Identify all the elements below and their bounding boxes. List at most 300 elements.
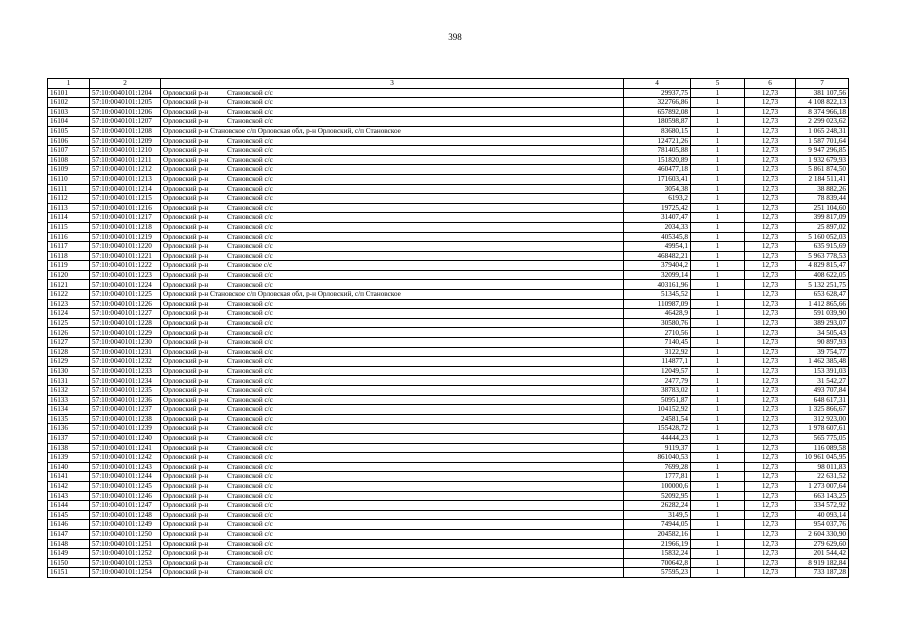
row-number: 16141 xyxy=(48,472,90,482)
cost-value: 22 631,52 xyxy=(796,472,849,482)
row-number: 16144 xyxy=(48,501,90,511)
row-number: 16116 xyxy=(48,232,90,242)
rate-value: 12,73 xyxy=(745,414,796,424)
table-body xyxy=(48,88,849,577)
cadastral-number: 57:10:0040101:1216 xyxy=(90,203,161,213)
cadastral-number: 57:10:0040101:1213 xyxy=(90,174,161,184)
cadastral-number: 57:10:0040101:1254 xyxy=(90,568,161,578)
quantity-value: 1 xyxy=(691,357,745,367)
table-row xyxy=(48,357,849,367)
table-row xyxy=(48,510,849,520)
locality-label: Становской с/с xyxy=(227,328,273,337)
row-number: 16138 xyxy=(48,443,90,453)
table-row xyxy=(48,232,849,242)
row-number: 16146 xyxy=(48,520,90,530)
rate-value: 12,73 xyxy=(745,539,796,549)
quantity-value: 1 xyxy=(691,280,745,290)
area-value: 2034,33 xyxy=(624,222,691,232)
cadastral-number: 57:10:0040101:1246 xyxy=(90,491,161,501)
area-value: 32099,14 xyxy=(624,270,691,280)
cost-value: 635 915,69 xyxy=(796,242,849,252)
cost-value: 9 947 296,85 xyxy=(796,146,849,156)
location-cell xyxy=(161,568,624,578)
quantity-value: 1 xyxy=(691,309,745,319)
cadastral-number: 57:10:0040101:1250 xyxy=(90,529,161,539)
quantity-value: 1 xyxy=(691,290,745,300)
quantity-value: 1 xyxy=(691,386,745,396)
cost-value: 389 293,07 xyxy=(796,318,849,328)
row-number: 16115 xyxy=(48,222,90,232)
region-label: Орловский р-н xyxy=(163,261,209,270)
area-value: 6193,2 xyxy=(624,194,691,204)
cadastral-number: 57:10:0040101:1228 xyxy=(90,318,161,328)
locality-label: Становской с/с xyxy=(227,491,273,500)
locality-label: Становской с/с xyxy=(227,472,273,481)
table-row xyxy=(48,443,849,453)
rate-value: 12,73 xyxy=(745,338,796,348)
rate-value: 12,73 xyxy=(745,318,796,328)
locality-label: Становской с/с xyxy=(227,434,273,443)
location-cell xyxy=(161,338,624,348)
cadastral-number: 57:10:0040101:1219 xyxy=(90,232,161,242)
locality-label: Становской с/с xyxy=(227,165,273,174)
cost-value: 40 093,14 xyxy=(796,510,849,520)
cadastral-number: 57:10:0040101:1236 xyxy=(90,395,161,405)
rate-value: 12,73 xyxy=(745,309,796,319)
locality-label: Становской с/с xyxy=(227,414,273,423)
location-cell xyxy=(161,549,624,559)
quantity-value: 1 xyxy=(691,165,745,175)
quantity-value: 1 xyxy=(691,549,745,559)
region-label: Орловский р-н xyxy=(163,357,209,366)
region-label: Орловский р-н xyxy=(163,510,209,519)
area-value: 861040,53 xyxy=(624,453,691,463)
region-label: Орловский р-н xyxy=(163,318,209,327)
rate-value: 12,73 xyxy=(745,299,796,309)
region-label: Орловский р-н xyxy=(163,175,209,184)
cost-value: 78 839,44 xyxy=(796,194,849,204)
cost-value: 565 775,05 xyxy=(796,433,849,443)
column-header: 5 xyxy=(691,79,745,89)
row-number: 16123 xyxy=(48,299,90,309)
cadastral-number: 57:10:0040101:1223 xyxy=(90,270,161,280)
quantity-value: 1 xyxy=(691,261,745,271)
cost-value: 2 604 330,90 xyxy=(796,529,849,539)
row-number: 16148 xyxy=(48,539,90,549)
cadastral-number: 57:10:0040101:1229 xyxy=(90,328,161,338)
region-label: Орловский р-н xyxy=(163,242,209,251)
area-value: 322766,86 xyxy=(624,98,691,108)
region-label: Орловский р-н xyxy=(163,146,209,155)
row-number: 16125 xyxy=(48,318,90,328)
cadastral-number: 57:10:0040101:1233 xyxy=(90,366,161,376)
cost-value: 648 617,31 xyxy=(796,395,849,405)
cadastral-number: 57:10:0040101:1245 xyxy=(90,481,161,491)
rate-value: 12,73 xyxy=(745,136,796,146)
table-row xyxy=(48,558,849,568)
location-cell xyxy=(161,347,624,357)
cadastral-number: 57:10:0040101:1217 xyxy=(90,213,161,223)
table-row xyxy=(48,405,849,415)
locality-label: Становской с/с xyxy=(227,462,273,471)
cost-value: 334 572,92 xyxy=(796,501,849,511)
quantity-value: 1 xyxy=(691,299,745,309)
area-value: 51345,52 xyxy=(624,290,691,300)
row-number: 16122 xyxy=(48,290,90,300)
rate-value: 12,73 xyxy=(745,194,796,204)
region-label: Орловский р-н xyxy=(163,280,209,289)
location-cell xyxy=(161,194,624,204)
table-row xyxy=(48,481,849,491)
cost-value: 90 897,93 xyxy=(796,338,849,348)
row-number: 16133 xyxy=(48,395,90,405)
table-row xyxy=(48,549,849,559)
rate-value: 12,73 xyxy=(745,232,796,242)
row-number: 16147 xyxy=(48,529,90,539)
cadastral-number: 57:10:0040101:1218 xyxy=(90,222,161,232)
cadastral-number: 57:10:0040101:1242 xyxy=(90,453,161,463)
table-row xyxy=(48,472,849,482)
rate-value: 12,73 xyxy=(745,251,796,261)
row-number: 16150 xyxy=(48,558,90,568)
cadastral-number: 57:10:0040101:1226 xyxy=(90,299,161,309)
location-cell xyxy=(161,107,624,117)
region-label: Орловский р-н xyxy=(163,405,209,414)
area-value: 405345,8 xyxy=(624,232,691,242)
cadastral-number: 57:10:0040101:1221 xyxy=(90,251,161,261)
cost-value: 39 754,77 xyxy=(796,347,849,357)
cost-value: 4 829 815,47 xyxy=(796,261,849,271)
region-label: Орловский р-н xyxy=(163,155,209,164)
rate-value: 12,73 xyxy=(745,328,796,338)
rate-value: 12,73 xyxy=(745,222,796,232)
row-number: 16142 xyxy=(48,481,90,491)
rate-value: 12,73 xyxy=(745,491,796,501)
location-cell xyxy=(161,472,624,482)
table-row xyxy=(48,213,849,223)
row-number: 16136 xyxy=(48,424,90,434)
cadastral-number: 57:10:0040101:1207 xyxy=(90,117,161,127)
rate-value: 12,73 xyxy=(745,347,796,357)
cadastral-number: 57:10:0040101:1212 xyxy=(90,165,161,175)
quantity-value: 1 xyxy=(691,270,745,280)
location-cell xyxy=(161,395,624,405)
quantity-value: 1 xyxy=(691,520,745,530)
rate-value: 12,73 xyxy=(745,107,796,117)
cadastral-number: 57:10:0040101:1214 xyxy=(90,184,161,194)
table-row xyxy=(48,318,849,328)
area-value: 100000,6 xyxy=(624,481,691,491)
quantity-value: 1 xyxy=(691,443,745,453)
cost-value: 25 897,02 xyxy=(796,222,849,232)
cadastral-number: 57:10:0040101:1235 xyxy=(90,386,161,396)
area-value: 15832,24 xyxy=(624,549,691,559)
page-number: 398 xyxy=(448,32,462,42)
row-number: 16127 xyxy=(48,338,90,348)
location-cell xyxy=(161,213,624,223)
table-row xyxy=(48,251,849,261)
region-label: Орловский р-н xyxy=(163,376,209,385)
rate-value: 12,73 xyxy=(745,290,796,300)
row-number: 16117 xyxy=(48,242,90,252)
quantity-value: 1 xyxy=(691,117,745,127)
region-label: Орловский р-н xyxy=(163,107,209,116)
area-value: 24581,54 xyxy=(624,414,691,424)
quantity-value: 1 xyxy=(691,222,745,232)
region-label: Орловский р-н xyxy=(163,539,209,548)
location-cell xyxy=(161,98,624,108)
cost-value: 493 707,84 xyxy=(796,386,849,396)
locality-label: Становской с/с xyxy=(227,424,273,433)
locality-label: Становской с/с xyxy=(227,558,273,567)
cadastral-number: 57:10:0040101:1248 xyxy=(90,510,161,520)
row-number: 16118 xyxy=(48,251,90,261)
quantity-value: 1 xyxy=(691,472,745,482)
cost-value: 2 184 511,41 xyxy=(796,174,849,184)
cost-value: 1 932 679,93 xyxy=(796,155,849,165)
location-cell xyxy=(161,376,624,386)
row-number: 16120 xyxy=(48,270,90,280)
header-row xyxy=(48,79,849,89)
locality-label: Становской с/с xyxy=(227,443,273,452)
area-value: 3122,92 xyxy=(624,347,691,357)
table-row xyxy=(48,136,849,146)
region-label: Орловский р-н xyxy=(163,491,209,500)
cadastral-number: 57:10:0040101:1253 xyxy=(90,558,161,568)
quantity-value: 1 xyxy=(691,491,745,501)
quantity-value: 1 xyxy=(691,481,745,491)
location-cell xyxy=(161,357,624,367)
row-number: 16109 xyxy=(48,165,90,175)
quantity-value: 1 xyxy=(691,184,745,194)
cadastral-number: 57:10:0040101:1247 xyxy=(90,501,161,511)
locality-label: Становской с/с xyxy=(227,549,273,558)
cost-value: 34 505,43 xyxy=(796,328,849,338)
cost-value: 1 065 248,31 xyxy=(796,126,849,136)
cadastral-number: 57:10:0040101:1222 xyxy=(90,261,161,271)
location-cell xyxy=(161,443,624,453)
cost-value: 1 412 865,66 xyxy=(796,299,849,309)
rate-value: 12,73 xyxy=(745,155,796,165)
rate-value: 12,73 xyxy=(745,501,796,511)
cost-value: 251 104,60 xyxy=(796,203,849,213)
locality-label: Становской с/с xyxy=(227,175,273,184)
quantity-value: 1 xyxy=(691,213,745,223)
cost-value: 591 039,90 xyxy=(796,309,849,319)
location-cell xyxy=(161,290,624,300)
area-value: 700642,8 xyxy=(624,558,691,568)
table-row xyxy=(48,414,849,424)
cadastral-number: 57:10:0040101:1211 xyxy=(90,155,161,165)
locality-label: Становской с/с xyxy=(227,136,273,145)
locality-label: Становской с/с xyxy=(227,232,273,241)
location-cell xyxy=(161,242,624,252)
quantity-value: 1 xyxy=(691,529,745,539)
region-label: Орловский р-н xyxy=(163,309,209,318)
rate-value: 12,73 xyxy=(745,453,796,463)
table-row xyxy=(48,165,849,175)
quantity-value: 1 xyxy=(691,318,745,328)
region-label: Орловский р-н xyxy=(163,299,209,308)
location-cell xyxy=(161,136,624,146)
rate-value: 12,73 xyxy=(745,376,796,386)
rate-value: 12,73 xyxy=(745,98,796,108)
area-value: 657892,08 xyxy=(624,107,691,117)
table-row xyxy=(48,568,849,578)
locality-label: Становской с/с xyxy=(227,213,273,222)
cost-value: 312 923,00 xyxy=(796,414,849,424)
location-cell xyxy=(161,232,624,242)
rate-value: 12,73 xyxy=(745,242,796,252)
locality-label: Становской с/с xyxy=(227,347,273,356)
rate-value: 12,73 xyxy=(745,88,796,98)
locality-label: Становской с/с xyxy=(227,309,273,318)
rate-value: 12,73 xyxy=(745,558,796,568)
table-row xyxy=(48,520,849,530)
quantity-value: 1 xyxy=(691,433,745,443)
location-cell xyxy=(161,251,624,261)
rate-value: 12,73 xyxy=(745,568,796,578)
area-value: 171603,41 xyxy=(624,174,691,184)
area-value: 3149,5 xyxy=(624,510,691,520)
location-cell xyxy=(161,174,624,184)
region-label: Орловский р-н xyxy=(163,520,209,529)
table-row xyxy=(48,501,849,511)
quantity-value: 1 xyxy=(691,558,745,568)
region-label: Орловский р-н xyxy=(163,443,209,452)
location-cell xyxy=(161,328,624,338)
rate-value: 12,73 xyxy=(745,424,796,434)
rate-value: 12,73 xyxy=(745,165,796,175)
area-value: 44444,23 xyxy=(624,433,691,443)
locality-label: Становской с/с xyxy=(227,203,273,212)
cost-value: 5 160 052,03 xyxy=(796,232,849,242)
area-value: 180598,87 xyxy=(624,117,691,127)
rate-value: 12,73 xyxy=(745,529,796,539)
region-label: Орловский р-н xyxy=(163,203,209,212)
area-value: 2477,79 xyxy=(624,376,691,386)
cost-value: 31 542,27 xyxy=(796,376,849,386)
area-value: 110987,09 xyxy=(624,299,691,309)
region-label: Орловский р-н xyxy=(163,328,209,337)
area-value: 38783,02 xyxy=(624,386,691,396)
area-value: 379404,2 xyxy=(624,261,691,271)
region-label: Орловский р-н xyxy=(163,414,209,423)
table-row xyxy=(48,366,849,376)
table-row xyxy=(48,98,849,108)
rate-value: 12,73 xyxy=(745,261,796,271)
quantity-value: 1 xyxy=(691,203,745,213)
locality-label: Становской с/с xyxy=(227,405,273,414)
rate-value: 12,73 xyxy=(745,510,796,520)
locality-label: Становской с/с xyxy=(227,338,273,347)
area-value: 29937,75 xyxy=(624,88,691,98)
quantity-value: 1 xyxy=(691,146,745,156)
table-row xyxy=(48,529,849,539)
location-cell xyxy=(161,491,624,501)
quantity-value: 1 xyxy=(691,395,745,405)
row-number: 16135 xyxy=(48,414,90,424)
location-cell xyxy=(161,414,624,424)
locality-label: Становской с/с xyxy=(227,98,273,107)
row-number: 16106 xyxy=(48,136,90,146)
row-number: 16124 xyxy=(48,309,90,319)
table-row xyxy=(48,242,849,252)
quantity-value: 1 xyxy=(691,510,745,520)
quantity-value: 1 xyxy=(691,405,745,415)
location-cell xyxy=(161,155,624,165)
column-header: 7 xyxy=(796,79,849,89)
table-row xyxy=(48,146,849,156)
region-label: Орловский р-н xyxy=(163,136,209,145)
table-row xyxy=(48,270,849,280)
area-value: 46428,9 xyxy=(624,309,691,319)
locality-label: Становской с/с xyxy=(227,107,273,116)
location-cell xyxy=(161,318,624,328)
location-cell xyxy=(161,510,624,520)
area-value: 74944,05 xyxy=(624,520,691,530)
rate-value: 12,73 xyxy=(745,146,796,156)
row-number: 16113 xyxy=(48,203,90,213)
quantity-value: 1 xyxy=(691,136,745,146)
cadastral-number: 57:10:0040101:1238 xyxy=(90,414,161,424)
locality-label: Становской с/с xyxy=(227,357,273,366)
rate-value: 12,73 xyxy=(745,174,796,184)
quantity-value: 1 xyxy=(691,107,745,117)
row-number: 16132 xyxy=(48,386,90,396)
region-label: Орловский р-н xyxy=(163,453,209,462)
quantity-value: 1 xyxy=(691,242,745,252)
table-row xyxy=(48,203,849,213)
area-value: 114877,1 xyxy=(624,357,691,367)
area-value: 52092,95 xyxy=(624,491,691,501)
table-row xyxy=(48,88,849,98)
cost-value: 8 919 182,84 xyxy=(796,558,849,568)
table-header xyxy=(48,79,849,89)
locality-label: Становской с/с xyxy=(227,299,273,308)
cadastral-number: 57:10:0040101:1251 xyxy=(90,539,161,549)
row-number: 16108 xyxy=(48,155,90,165)
quantity-value: 1 xyxy=(691,194,745,204)
locality-label: Становской с/с xyxy=(227,155,273,164)
table-row xyxy=(48,126,849,136)
area-value: 1777,81 xyxy=(624,472,691,482)
location-cell xyxy=(161,405,624,415)
table-row xyxy=(48,174,849,184)
table-row xyxy=(48,194,849,204)
locality-label: Становской с/с xyxy=(227,501,273,510)
locality-label: Становской с/с xyxy=(227,366,273,375)
location-cell xyxy=(161,222,624,232)
quantity-value: 1 xyxy=(691,366,745,376)
region-label: Орловский р-н xyxy=(163,366,209,375)
row-number: 16134 xyxy=(48,405,90,415)
table-row xyxy=(48,222,849,232)
column-header: 1 xyxy=(48,79,90,89)
cadastral-number: 57:10:0040101:1234 xyxy=(90,376,161,386)
row-number: 16111 xyxy=(48,184,90,194)
region-label: Орловский р-н xyxy=(163,530,209,538)
land-register-table xyxy=(47,78,849,578)
table-row xyxy=(48,290,849,300)
cost-value: 10 961 045,95 xyxy=(796,453,849,463)
area-value: 50951,87 xyxy=(624,395,691,405)
locality-label: Становской с/с xyxy=(227,184,273,193)
row-number: 16140 xyxy=(48,462,90,472)
rate-value: 12,73 xyxy=(745,184,796,194)
quantity-value: 1 xyxy=(691,347,745,357)
table-row xyxy=(48,309,849,319)
